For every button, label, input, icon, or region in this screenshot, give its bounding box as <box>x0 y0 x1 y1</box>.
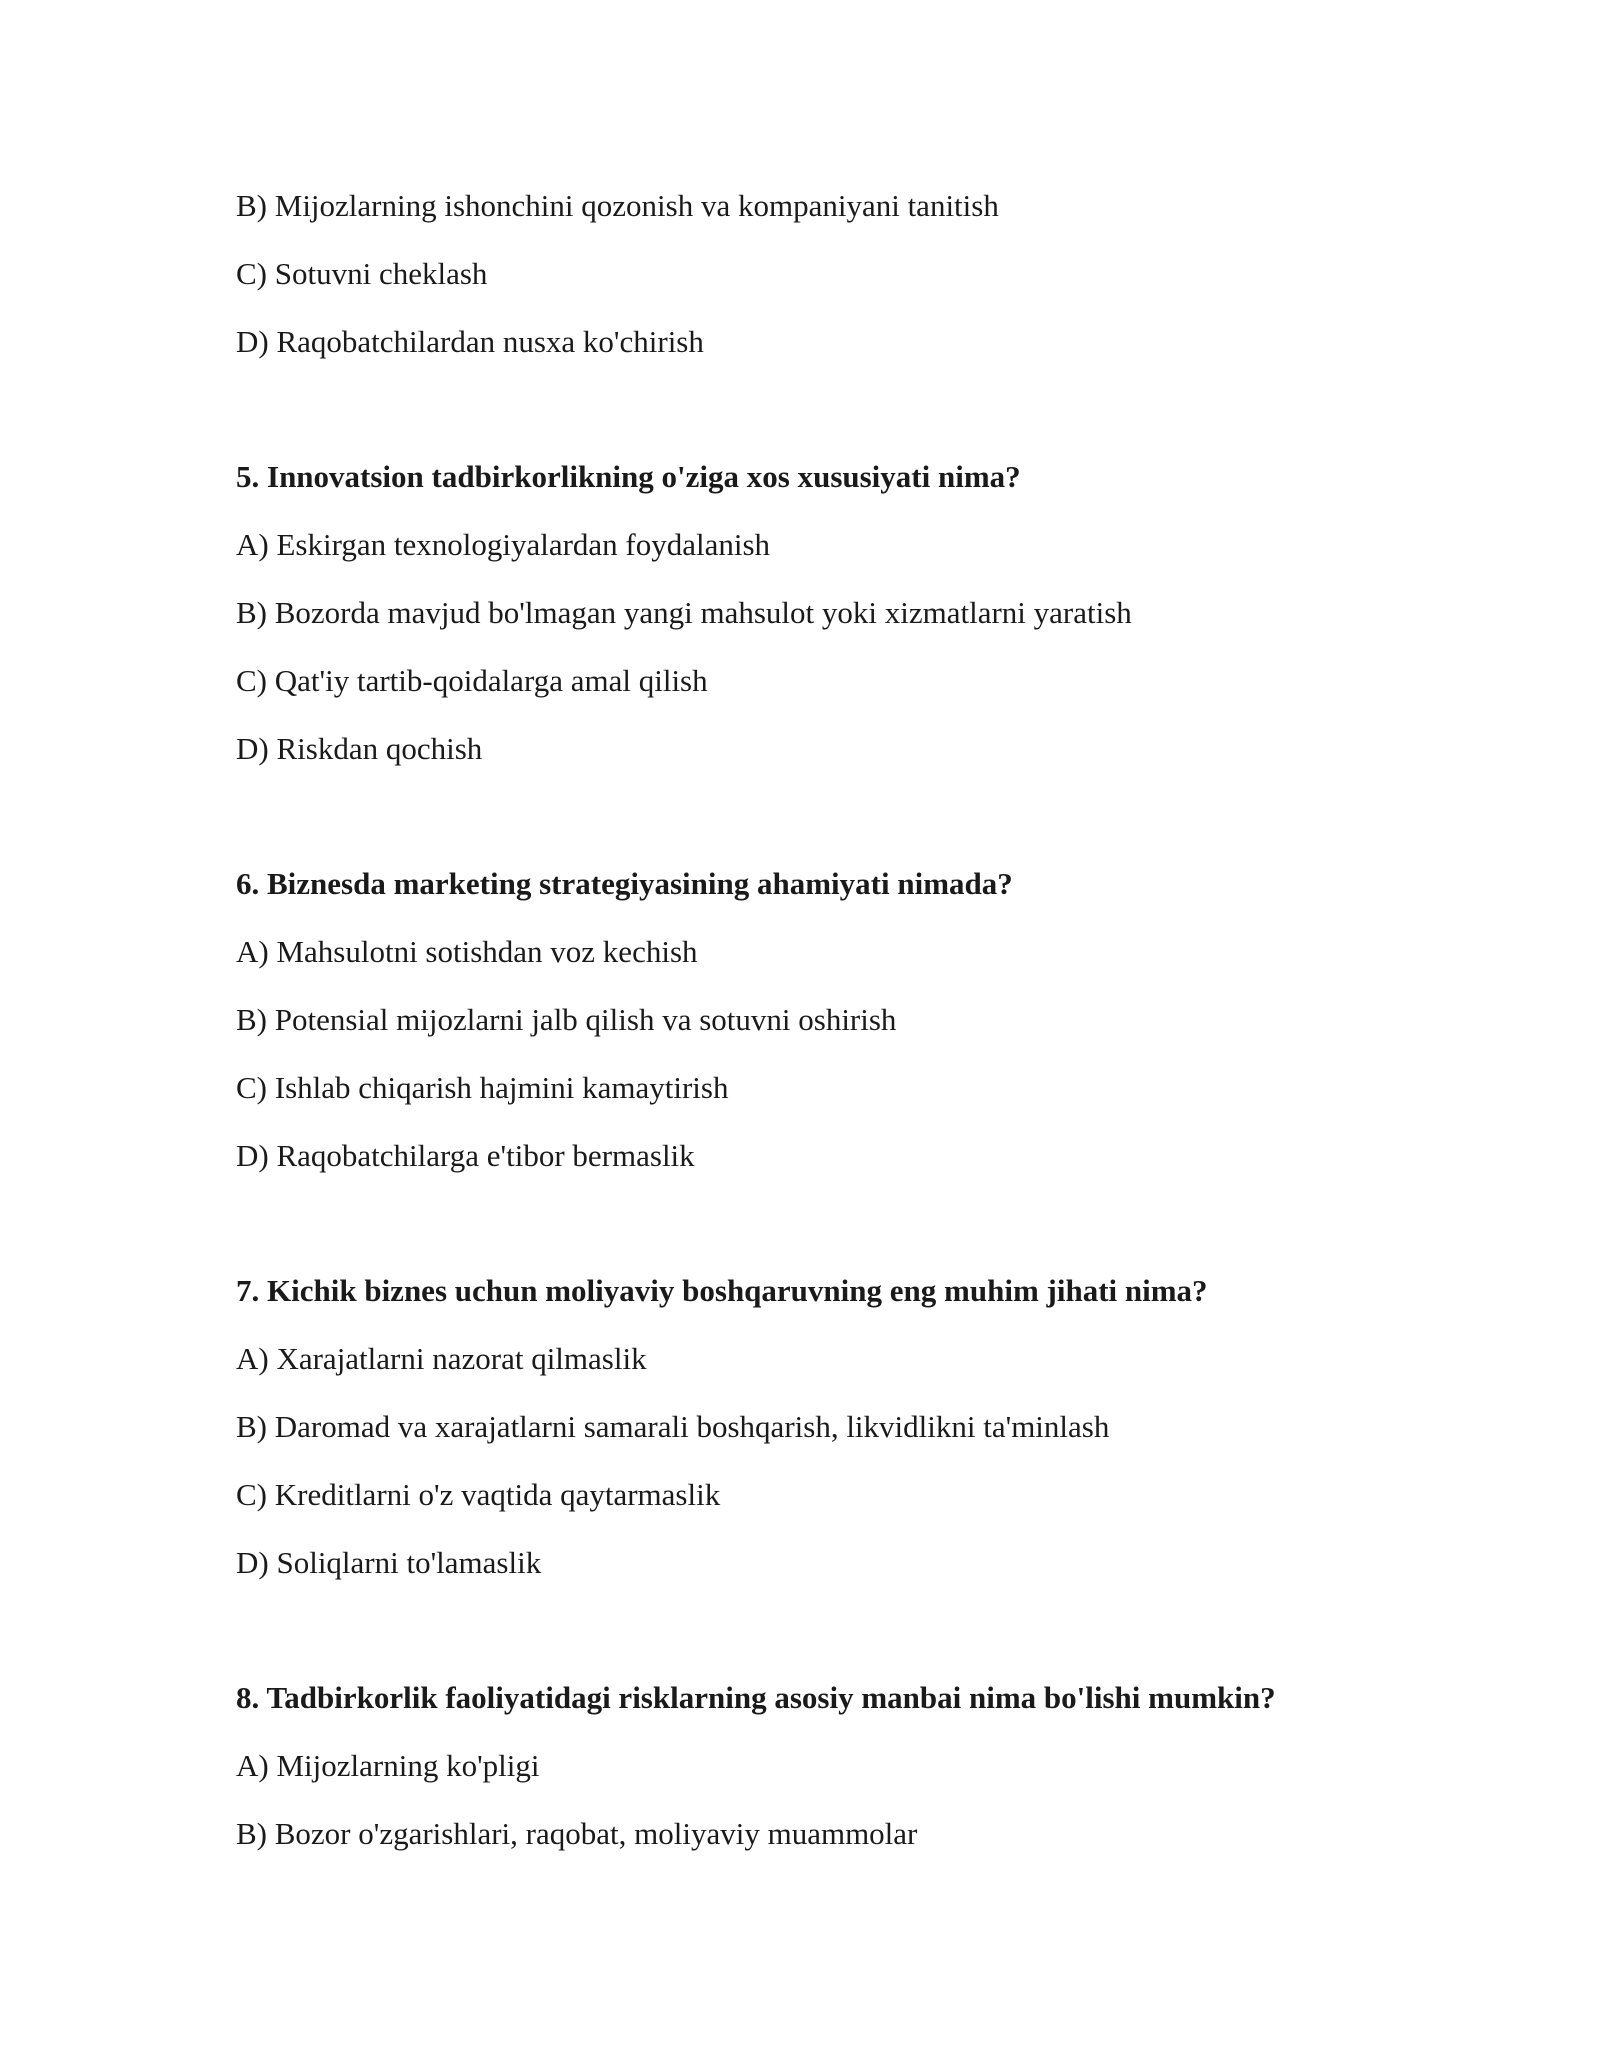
answer-option: A) Xarajatlarni nazorat qilmaslik <box>236 1341 647 1376</box>
block-spacer <box>236 1204 1416 1271</box>
answer-option: D) Soliqlarni to'lamaslik <box>236 1545 542 1580</box>
question-heading: 8. Tadbirkorlik faoliyatidagi risklarning asosiy manbai nima bo'lishi mumkin? <box>236 1680 1276 1715</box>
answer-option: B) Bozor o'zgarishlari, raqobat, moliyaviy muammolar <box>236 1816 918 1851</box>
answer-option: C) Qat'iy tartib-qoidalarga amal qilish <box>236 663 708 698</box>
question-heading: 5. Innovatsion tadbirkorlikning o'ziga xos xususiyati nima? <box>236 459 1021 494</box>
block-spacer <box>236 390 1416 457</box>
quiz-content <box>236 186 1416 1882</box>
block-spacer <box>236 797 1416 864</box>
answer-option: A) Mahsulotni sotishdan voz kechish <box>236 934 698 969</box>
question-heading: 7. Kichik biznes uchun moliyaviy boshqaruvning eng muhim jihati nima? <box>236 1273 1208 1308</box>
answer-option: A) Mijozlarning ko'pligi <box>236 1748 540 1783</box>
answer-option: B) Mijozlarning ishonchini qozonish va kompaniyani tanitish <box>236 188 999 223</box>
answer-option: B) Daromad va xarajatlarni samarali boshqarish, likvidlikni ta'minlash <box>236 1409 1110 1444</box>
answer-option: B) Potensial mijozlarni jalb qilish va sotuvni oshirish <box>236 1002 897 1037</box>
answer-option: A) Eskirgan texnologiyalardan foydalanish <box>236 527 771 562</box>
answer-option: D) Raqobatchilarga e'tibor bermaslik <box>236 1138 695 1173</box>
answer-option: B) Bozorda mavjud bo'lmagan yangi mahsulot yoki xizmatlarni yaratish <box>236 595 1132 630</box>
answer-option: D) Riskdan qochish <box>236 731 483 766</box>
answer-option: D) Raqobatchilardan nusxa ko'chirish <box>236 324 704 359</box>
answer-option: C) Kreditlarni o'z vaqtida qaytarmaslik <box>236 1477 721 1512</box>
answer-option: C) Ishlab chiqarish hajmini kamaytirish <box>236 1070 729 1105</box>
answer-option: C) Sotuvni cheklash <box>236 256 488 291</box>
block-spacer <box>236 1611 1416 1678</box>
question-heading: 6. Biznesda marketing strategiyasining ahamiyati nimada? <box>236 866 1013 901</box>
